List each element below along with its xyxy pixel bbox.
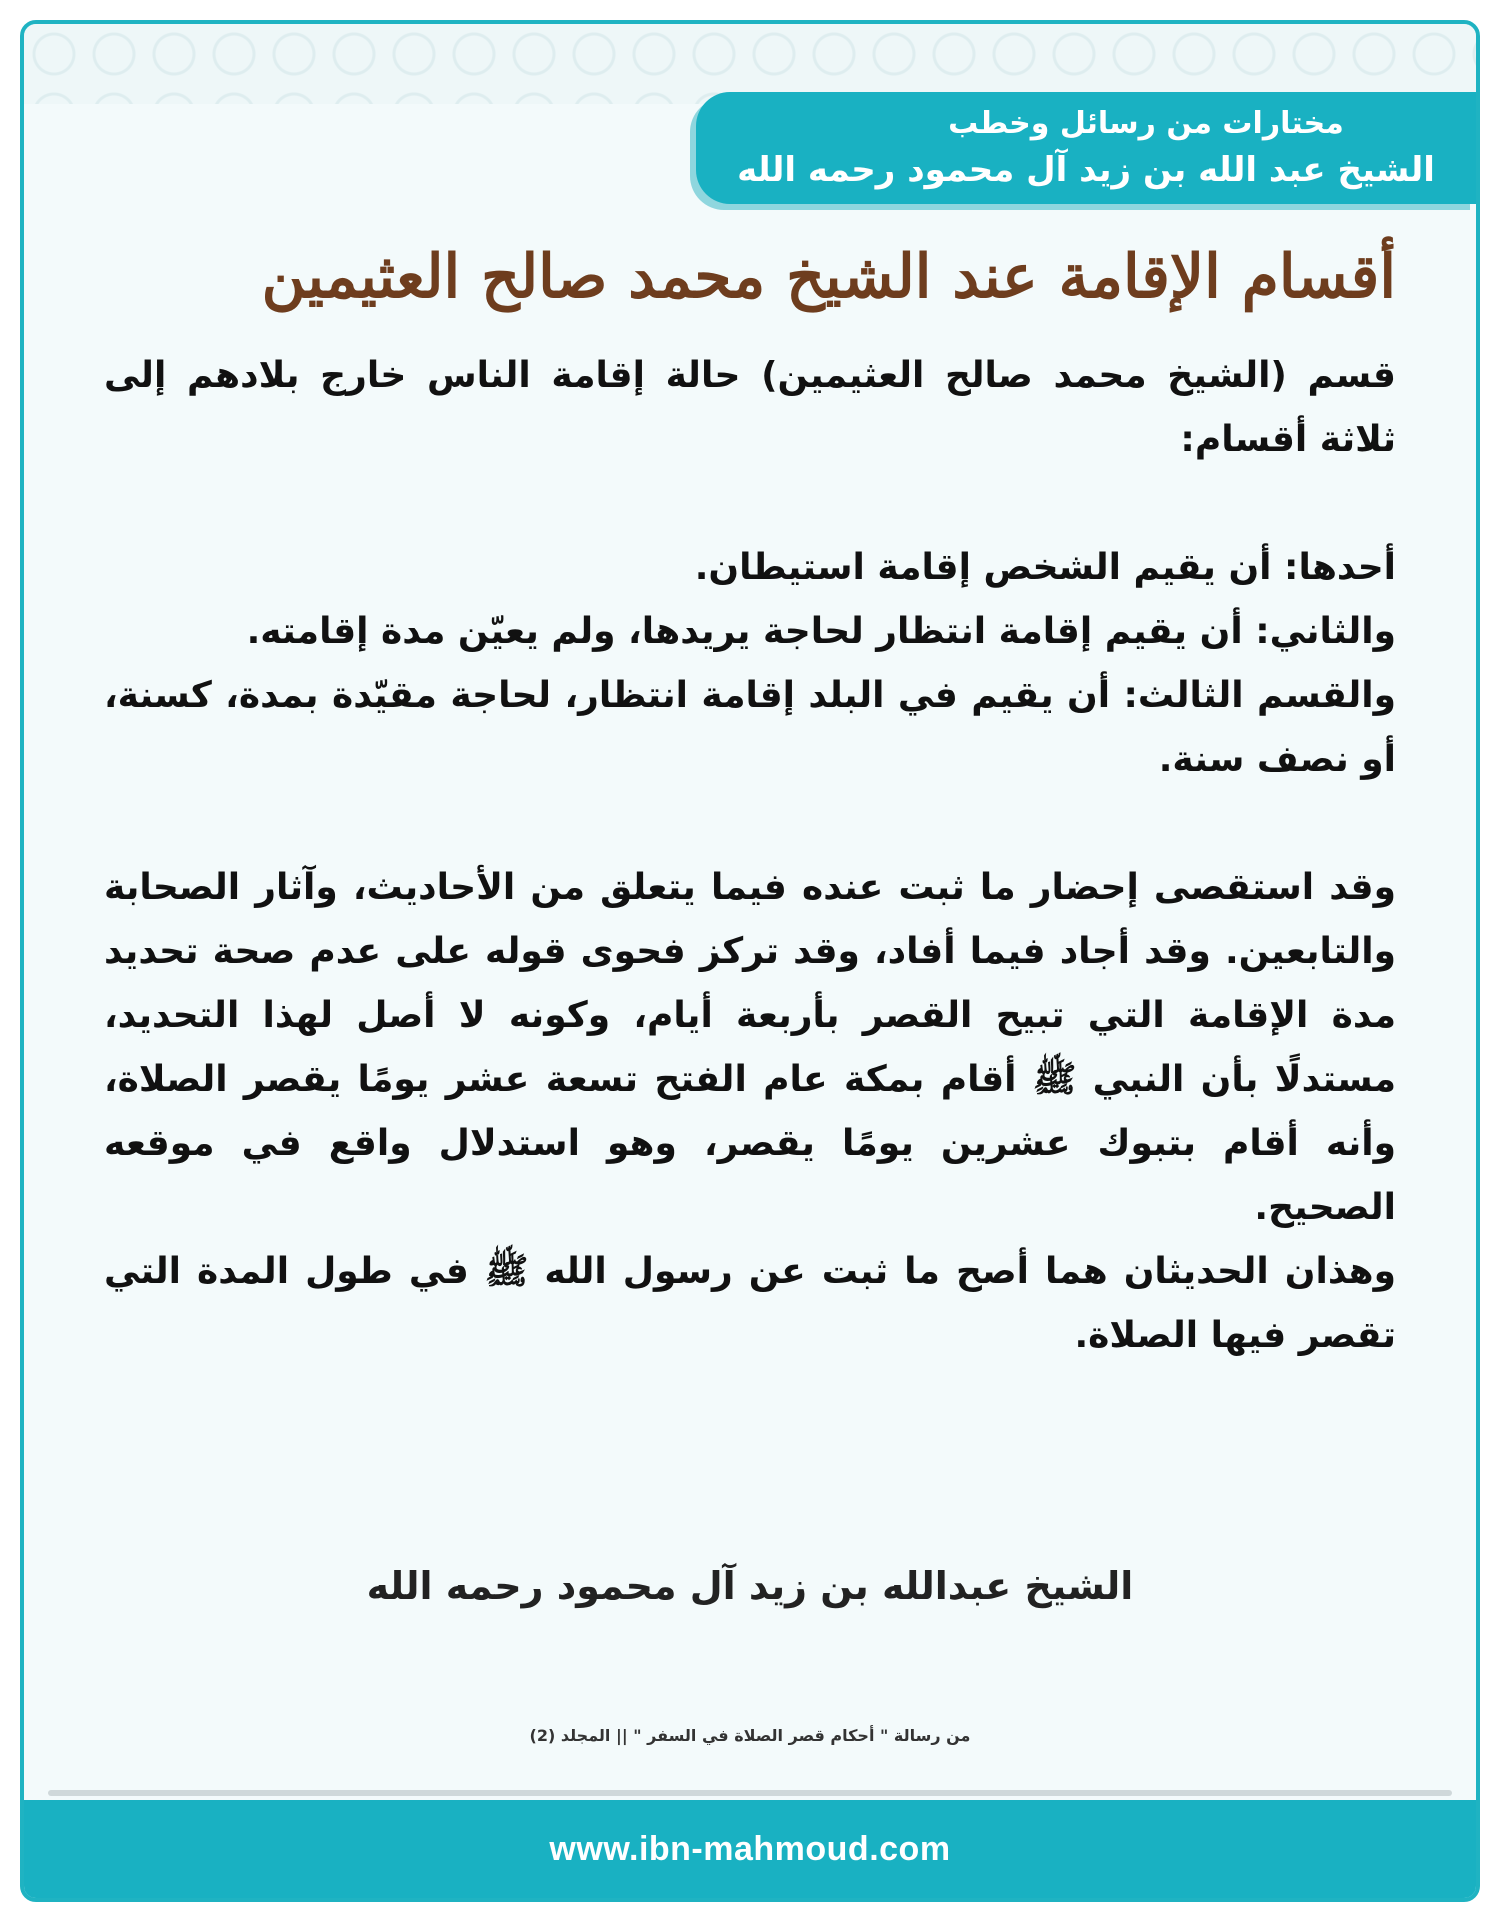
header-banner bbox=[696, 92, 1476, 204]
author-signature: الشيخ عبدالله بن زيد آل محمود رحمه الله bbox=[366, 1564, 1134, 1608]
page-frame bbox=[20, 20, 1480, 1902]
footer-bar bbox=[24, 1800, 1476, 1898]
article-body bbox=[104, 344, 1396, 1368]
footer-divider bbox=[48, 1790, 1452, 1796]
website-link[interactable]: www.ibn-mahmoud.com bbox=[549, 1829, 951, 1868]
paragraph-intro: قسم (الشيخ محمد صالح العثيمين) حالة إقامة الناس خارج بلادهم إلى ثلاثة أقسام: bbox=[104, 355, 1396, 460]
page-title: أقسام الإقامة عند الشيخ محمد صالح العثيمين bbox=[261, 242, 1396, 312]
banner-line-2: الشيخ عبد الله بن زيد آل محمود رحمه الله bbox=[737, 150, 1435, 190]
paragraph-conclusion: وهذان الحديثان هما أصح ما ثبت عن رسول الله ﷺ في طول المدة التي تقصر فيها الصلاة. bbox=[104, 1251, 1396, 1356]
paragraph-evidence: وقد استقصى إحضار ما ثبت عنده فيما يتعلق من الأحاديث، وآثار الصحابة والتابعين. وقد أجاد فيما أفاد، وقد تركز فحوى قوله على عدم صحة تحديد مدة الإقامة التي تبيح القصر بأربعة أيام، وكونه لا أصل لهذا التحديد، مستدلًا بأن النبي ﷺ أقام بمكة عام الفتح تسعة عشر يومًا يقصر الصلاة، وأنه أقام بتبوك عشرين يومًا يقصر، وهو استدلال واقع في موقعه الصحيح. bbox=[104, 867, 1396, 1228]
paragraph-third-type: والقسم الثالث: أن يقيم في البلد إقامة انتظار، لحاجة مقيّدة بمدة، كسنة، أو نصف سنة. bbox=[104, 675, 1396, 780]
paragraph-second-type: والثاني: أن يقيم إقامة انتظار لحاجة يريدها، ولم يعيّن مدة إقامته. bbox=[246, 611, 1396, 652]
source-citation: من رسالة " أحكام قصر الصلاة في السفر " || المجلد (2) bbox=[529, 1726, 971, 1745]
paragraph-first-type: أحدها: أن يقيم الشخص إقامة استيطان. bbox=[694, 547, 1396, 588]
banner-line-1: مختارات من رسائل وخطب bbox=[948, 106, 1344, 141]
